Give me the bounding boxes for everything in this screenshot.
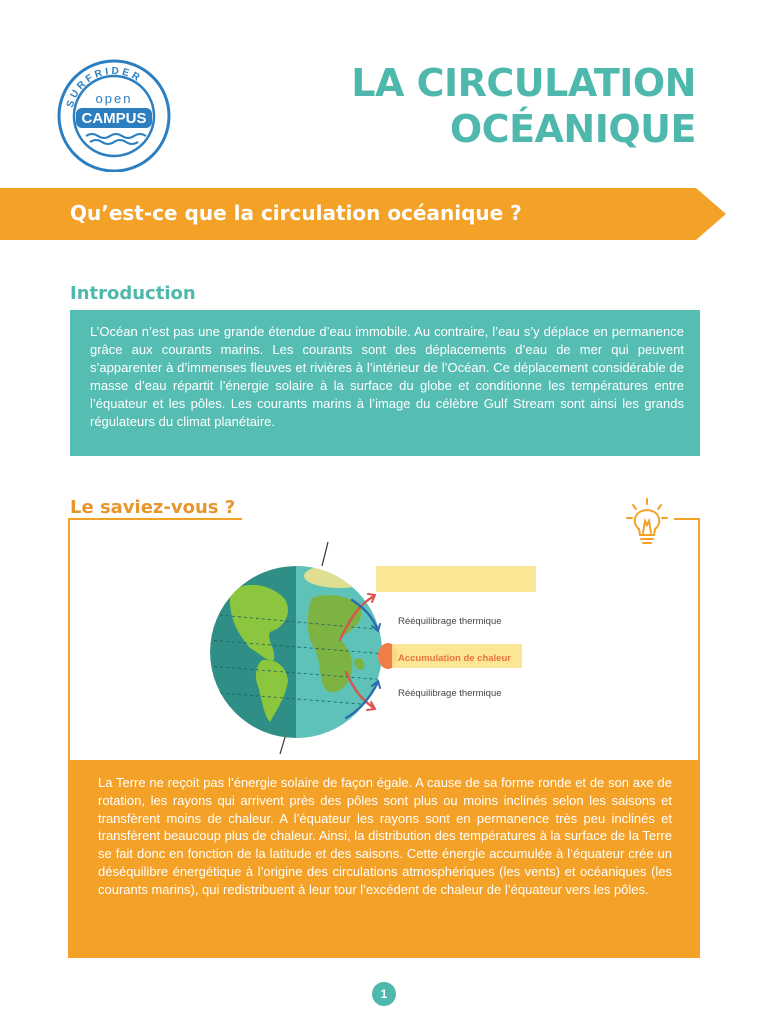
label-thermal-rebalance-top: Rééquilibrage thermique: [398, 616, 502, 627]
explanation-box: [68, 760, 700, 958]
section-banner: [0, 188, 726, 240]
logo-campus-text: CAMPUS: [81, 110, 147, 127]
axis-top: [322, 542, 328, 566]
logo-top-text: SURFRIDER: [64, 65, 144, 109]
introduction-heading: Introduction: [70, 283, 196, 304]
page-number: 1: [372, 982, 396, 1006]
did-you-know-heading: Le saviez-vous ?: [70, 497, 236, 518]
lightbulb-icon: [624, 497, 670, 549]
title-line-2: OCÉANIQUE: [449, 107, 696, 151]
page-title: [351, 60, 696, 152]
banner-title: Qu’est-ce que la circulation océanique ?: [70, 201, 522, 225]
introduction-box: [70, 310, 700, 456]
label-heat-accumulation: Accumulation de chaleur: [398, 653, 511, 664]
globe-diagram: [200, 540, 540, 760]
introduction-text: L’Océan n’est pas une grande étendue d’eau immobile. Au contraire, l’eau s’y déplace en permanence grâce aux courants marins. Les courants sont des déplacements d’eau de mer qui peuvent s’apparenter à d’immenses fleuves et rivières à l’intérieur de l’Océan. Ce déplacement considérable de masse d’eau répartit l’énergie solaire à la surface du globe et conditionne les températures entre l’équateur et les pôles. Les courants marins à l’image du célèbre Gulf Stream sont ainsi les grands régulateurs du climat planétaire.: [90, 324, 684, 429]
explanation-text: La Terre ne reçoit pas l’énergie solaire de façon égale. A cause de sa forme ronde et de son axe de rotation, les rayons qui arrivent près des pôles sont plus ou moins inclinés selon les saisons et transfèrent moins de chaleur. A l’équateur les rayons sont en permanence très peu inclinés et transfèrent beaucoup plus de chaleur. Ainsi, la distribution des températures à la surface de la Terre se fait donc en fonction de la latitude et des saisons. Cette énergie accumulée à l’équateur crée un déséquilibre énergétique à l’origine des circulations atmosphériques (les vents) et océaniques (les courants marins), qui redistribuent à leur tour l’excédent de chaleur de l’équateur vers les pôles.: [98, 775, 672, 897]
title-line-1: LA CIRCULATION: [351, 61, 696, 105]
logo-open-text: open: [95, 91, 133, 106]
label-thermal-rebalance-bottom: Rééquilibrage thermique: [398, 688, 502, 699]
surfrider-open-campus-logo: [52, 56, 176, 172]
